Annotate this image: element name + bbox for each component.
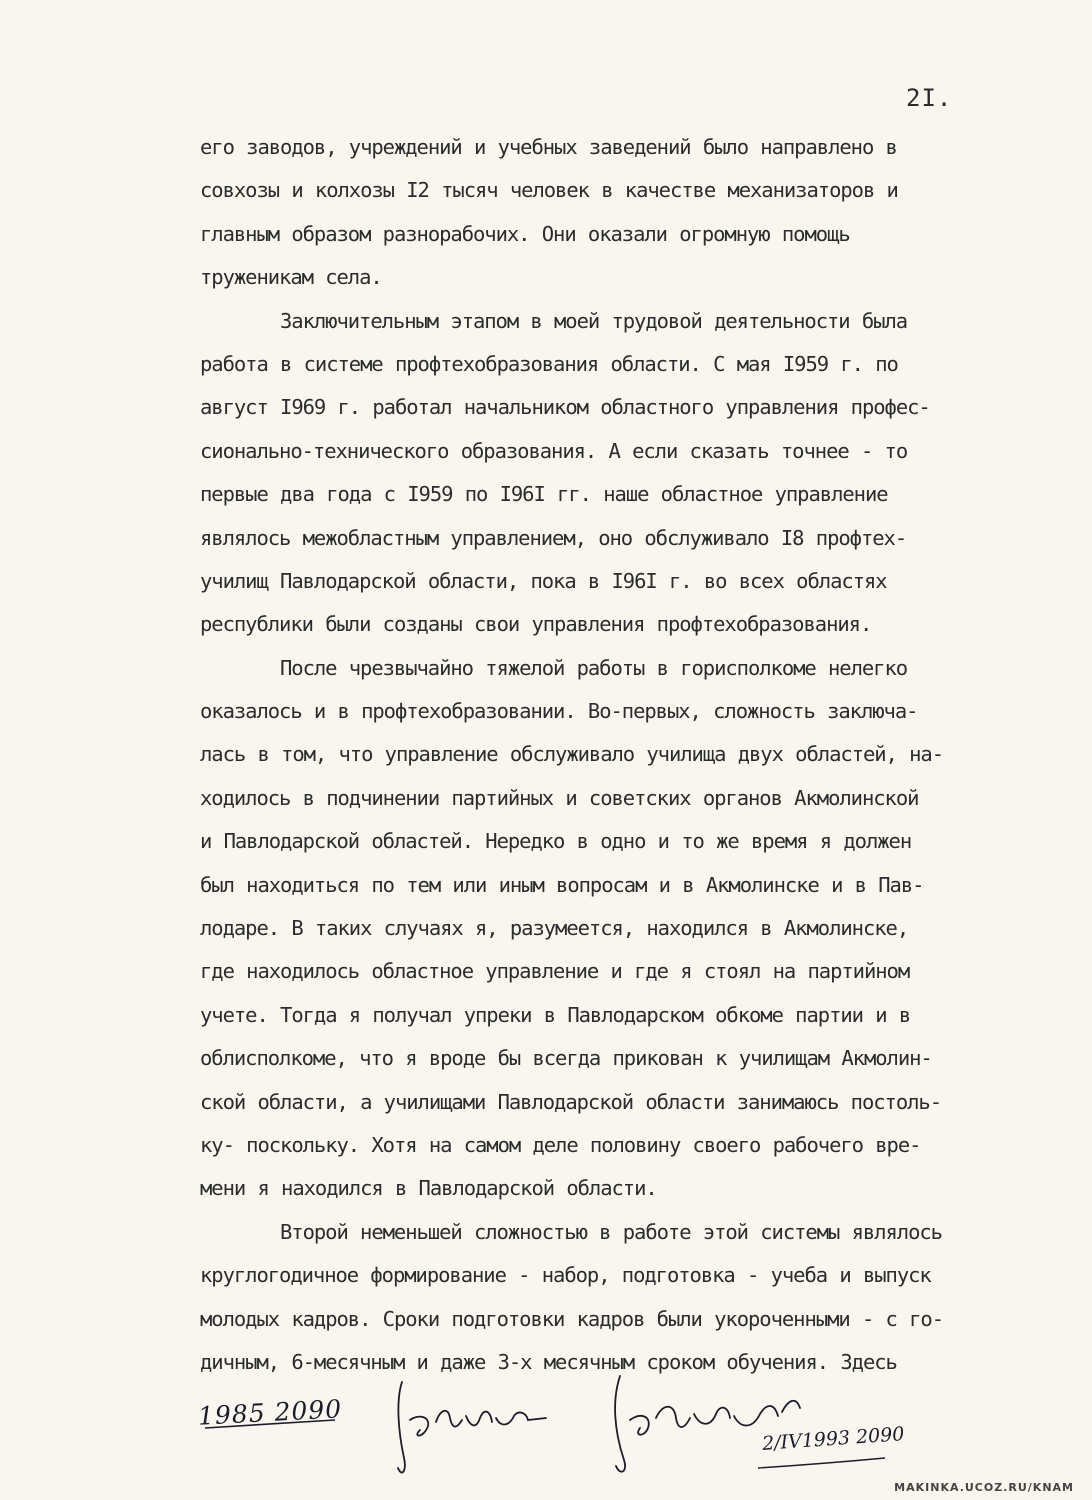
text-line: молодых кадров. Сроки подготовки кадров были укороченными - с го-	[200, 1306, 943, 1331]
left-note-underline	[205, 1420, 335, 1428]
text-line: первые два года с I959 по I96I гг. наше областное управление	[200, 482, 888, 507]
page-number: 2I.	[906, 84, 953, 112]
handwritten-signatures	[0, 1360, 1092, 1500]
text-line: ской области, а училищами Павлодарской области занимаюсь постоль-	[200, 1089, 941, 1114]
text-line: август I969 г. работал начальником областного управления профес-	[200, 395, 930, 420]
text-line: лась в том, что управление обслуживало училища двух областей, на-	[200, 742, 943, 767]
signature-two	[615, 1376, 800, 1472]
text-line: облисполкоме, что я вроде бы всегда прикован к училищам Акмолин-	[200, 1046, 932, 1071]
text-line: главным образом разнорабочих. Они оказали огромную помощь	[200, 221, 850, 246]
text-line: был находиться по тем или иным вопросам и в Акмолинске и в Пав-	[200, 872, 924, 897]
text-line: являлось межобластным управлением, оно обслуживало I8 профтех-	[200, 525, 907, 550]
text-line: и Павлодарской областей. Нередко в одно и то же время я должен	[200, 829, 912, 854]
text-line: лодаре. В таких случаях я, разумеется, находился в Акмолинске,	[200, 916, 909, 941]
typewritten-text	[200, 126, 1060, 1384]
text-line: дичным, 6-месячным и даже 3-х месячным сроком обучения. Здесь	[200, 1349, 897, 1374]
text-line: оказалось и в профтехобразовании. Во-первых, сложность заключа-	[200, 699, 918, 724]
handwritten-date: 2/IV1993 2090	[761, 1423, 906, 1455]
text-line: ходилось в подчинении партийных и советских органов Акмолинской	[200, 785, 919, 810]
date-underline	[758, 1458, 885, 1468]
text-line: После чрезвычайно тяжелой работы в горисполкоме нелегко	[280, 655, 908, 680]
text-line: Второй неменьшей сложностью в работе этой системы являлось	[280, 1219, 942, 1244]
signature-one	[398, 1382, 546, 1473]
text-line: труженикам села.	[200, 265, 382, 290]
text-line: Заключительным этапом в моей трудовой деятельности была	[280, 308, 908, 333]
handwritten-note-left: 1985 2090	[197, 1394, 343, 1431]
text-line: учете. Тогда я получал упреки в Павлодарском обкоме партии и в	[200, 1002, 911, 1027]
text-line: мени я находился в Павлодарской области.	[200, 1176, 657, 1201]
text-line: работа в системе профтехобразования области. С мая I959 г. по	[200, 351, 898, 376]
text-line: где находилось областное управление и где я стоял на партийном	[200, 959, 910, 984]
text-line: училищ Павлодарской области, пока в I96I г. во всех областях	[200, 568, 887, 593]
text-line: его заводов, учреждений и учебных заведений было направлено в	[200, 135, 897, 159]
text-line: ку- поскольку. Хотя на самом деле половину своего рабочего вре-	[200, 1132, 921, 1157]
text-line: сионально-технического образования. А если сказать точнее - то	[200, 438, 908, 463]
text-line: совхозы и колхозы I2 тысяч человек в качестве механизаторов и	[200, 178, 898, 203]
text-line: круглогодичное формирование - набор, подготовка - учеба и выпуск	[200, 1263, 931, 1288]
text-line: республики были созданы свои управления профтехобразования.	[200, 612, 872, 637]
watermark: MAKINKA.UCOZ.RU/KNAM	[894, 1481, 1074, 1494]
